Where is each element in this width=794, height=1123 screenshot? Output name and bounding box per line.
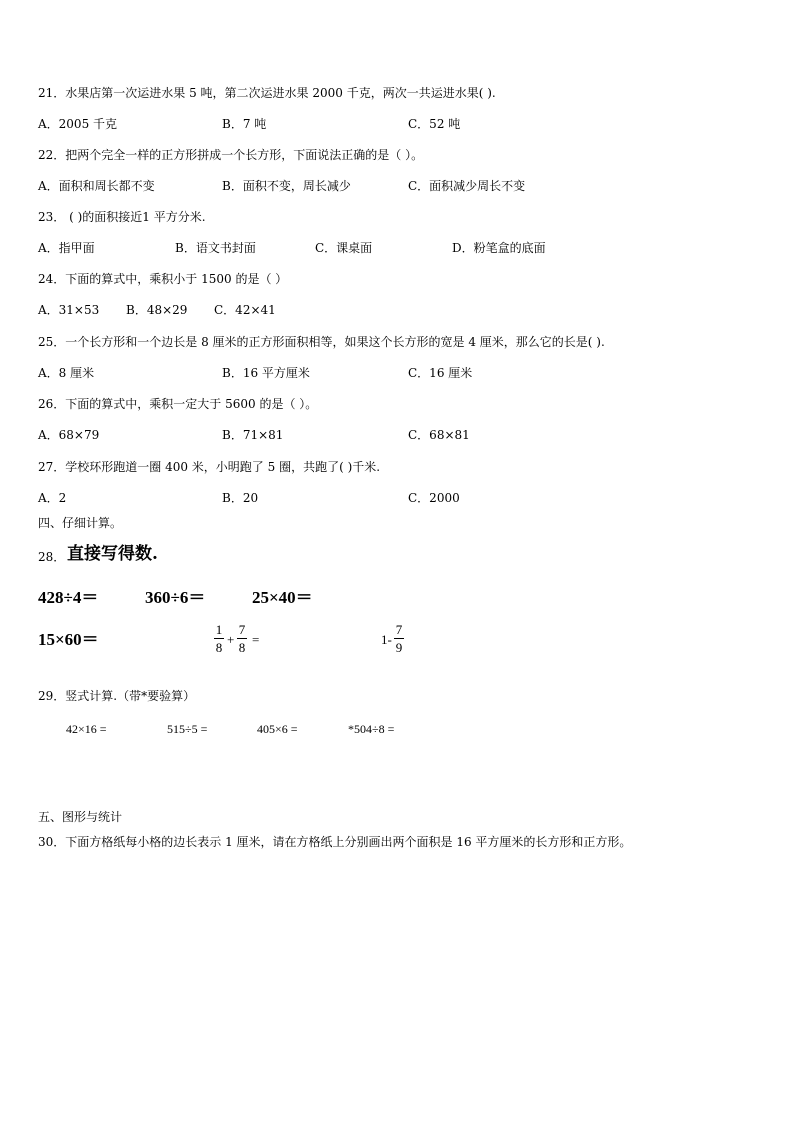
question-27-option-a[interactable]: A．2 [38,491,67,505]
question-22-stem: 22．把两个完全一样的正方形拼成一个长方形，下面说法正确的是（ ）。 [38,148,424,162]
question-28-number: 28． [38,550,66,564]
fraction-seven-ninths [394,622,404,655]
fraction-denominator: 8 [215,640,223,655]
question-25-option-b[interactable]: B．16 平方厘米 [222,366,310,380]
question-21-option-c[interactable]: C．52 吨 [408,117,461,131]
plus-sign: + [227,632,235,647]
question-24-option-c[interactable]: C．42×41 [214,303,276,317]
mental-calc-4: 15×60＝ [38,630,99,649]
question-29-stem: 29．竖式计算.（带*要验算） [38,689,196,703]
mental-calc-2: 360÷6＝ [145,588,206,607]
one-minus: 1- [381,632,392,647]
question-27-option-c[interactable]: C．2000 [408,491,460,505]
question-23-stem: 23． ( )的面积接近1 平方分米. [38,210,206,224]
fraction-numerator: 7 [238,622,246,637]
vertical-calc-4: *504÷8 = [348,722,395,736]
question-23-option-d[interactable]: D．粉笔盒的底面 [452,241,546,255]
question-24-option-a[interactable]: A．31×53 [38,303,100,317]
question-21-stem: 21．水果店第一次运进水果 5 吨，第二次运进水果 2000 千克，两次一共运进水果( ). [38,86,496,100]
fraction-seven-eighths [237,622,247,655]
fraction-denominator: 9 [395,640,403,655]
question-22-option-b[interactable]: B．面积不变，周长减少 [222,179,351,193]
question-25-option-c[interactable]: C．16 厘米 [408,366,473,380]
question-23-option-b[interactable]: B．语文书封面 [175,241,256,255]
question-26-option-c[interactable]: C．68×81 [408,428,470,442]
fraction-bar [237,638,247,639]
fraction-bar [214,638,224,639]
vertical-calc-3: 405×6 = [257,722,298,736]
section-four-heading: 四、仔细计算。 [38,516,123,530]
fraction-one-eighth [214,622,224,655]
mental-calc-3: 25×40＝ [252,588,313,607]
fraction-numerator: 7 [395,622,403,637]
question-26-option-a[interactable]: A．68×79 [38,428,100,442]
fraction-denominator: 8 [238,640,246,655]
question-24-option-b[interactable]: B．48×29 [126,303,188,317]
question-25-stem: 25．一个长方形和一个边长是 8 厘米的正方形面积相等，如果这个长方形的宽是 4 厘米，那么它的长是( ). [38,335,605,349]
vertical-calc-1: 42×16 = [66,722,107,736]
question-27-option-b[interactable]: B．20 [222,491,259,505]
question-23-option-a[interactable]: A．指甲面 [38,241,95,255]
question-22-option-a[interactable]: A．面积和周长都不变 [38,179,155,193]
question-21-option-a[interactable]: A．2005 千克 [38,117,118,131]
question-24-stem: 24．下面的算式中，乘积小于 1500 的是（ ） [38,272,288,286]
equals-sign: = [252,632,260,647]
question-27-stem: 27．学校环形跑道一圈 400 米，小明跑了 5 圈，共跑了( )千米. [38,460,381,474]
section-five-heading: 五、图形与统计 [38,810,123,824]
question-26-stem: 26．下面的算式中，乘积一定大于 5600 的是（ ）。 [38,397,318,411]
fraction-numerator: 1 [215,622,223,637]
question-25-option-a[interactable]: A．8 厘米 [38,366,95,380]
question-23-option-c[interactable]: C．课桌面 [315,241,373,255]
question-28-title: 直接写得数. [67,544,158,564]
question-30-stem: 30．下面方格纸每小格的边长表示 1 厘米，请在方格纸上分别画出两个面积是 16 平方厘米的长方形和正方形。 [38,835,632,849]
question-26-option-b[interactable]: B．71×81 [222,428,284,442]
vertical-calc-2: 515÷5 = [167,722,208,736]
question-22-option-c[interactable]: C．面积减少周长不变 [408,179,526,193]
question-21-option-b[interactable]: B．7 吨 [222,117,267,131]
mental-calc-1: 428÷4＝ [38,588,99,607]
fraction-bar [394,638,404,639]
